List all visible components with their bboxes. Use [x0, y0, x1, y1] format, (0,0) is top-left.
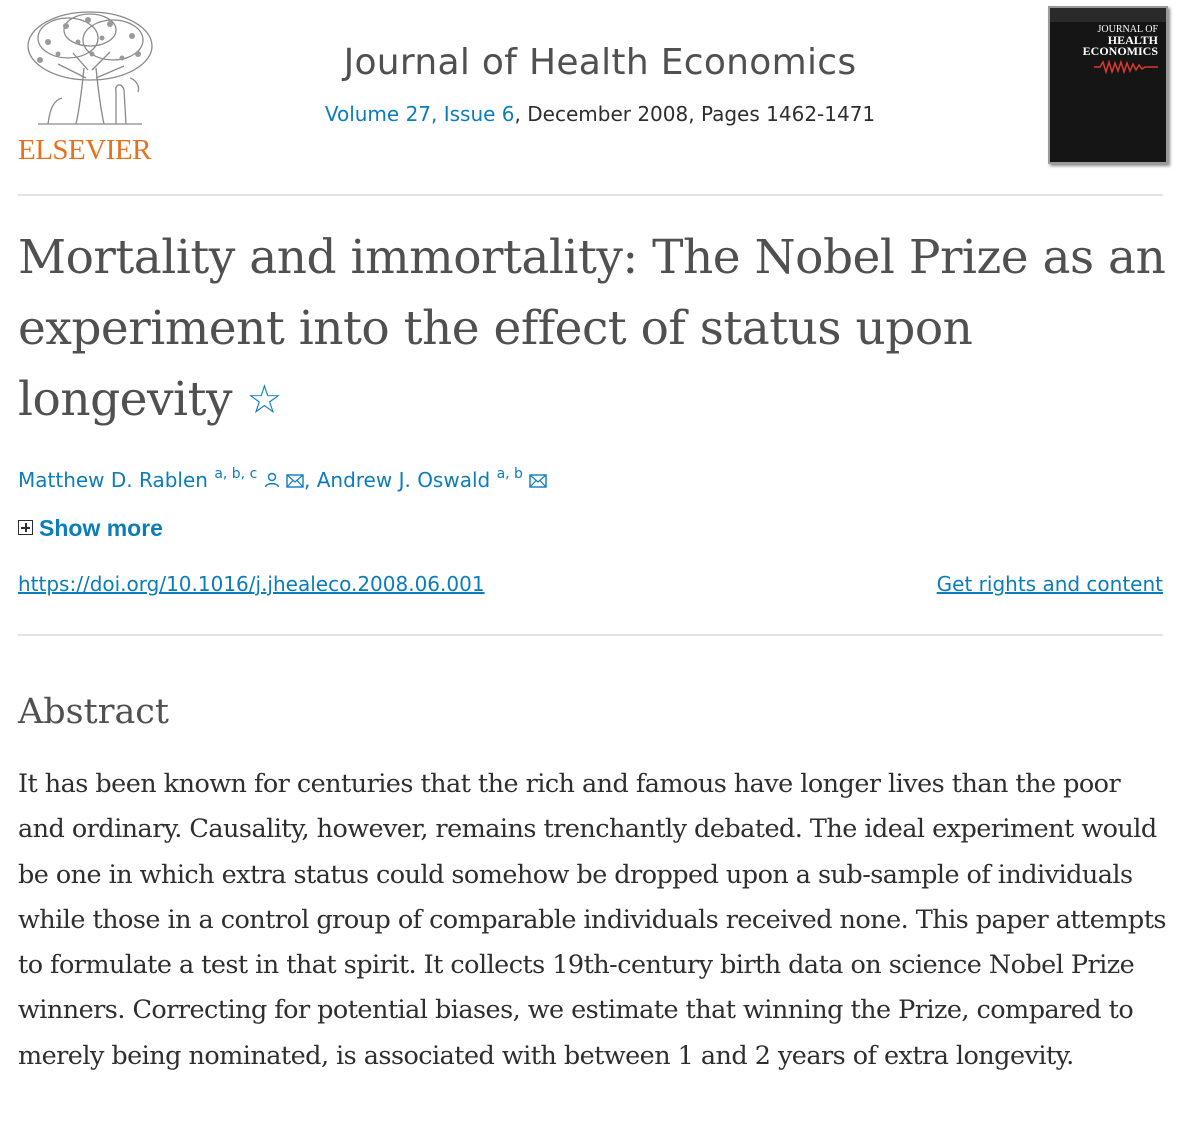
cover-wave-graphic — [1094, 60, 1158, 74]
journal-title[interactable]: Journal of Health Economics — [343, 42, 857, 83]
author-affiliations[interactable]: a, b, c — [214, 466, 258, 482]
star-icon[interactable]: ☆ — [246, 377, 282, 423]
elsevier-logo[interactable] — [18, 8, 158, 166]
show-more-button[interactable] — [18, 515, 163, 542]
publisher-name: ELSEVIER — [18, 134, 151, 166]
abstract-body: It has been known for centuries that the rich and famous have longer lives than the poor and ordinary. Causality, however, remains trenchantly debated. The ideal experiment would be one in which extra status could somehow be dropped upon a sub-sample of individuals while those in a control group of comparable individuals received none. This paper attempts to formulate a test in that spirit. It collects 19th-century birth data on science Nobel Prize winners. Correcting for potential biases, we estimate that winning the Prize, compared to merely being nominated, is associated with between 1 and 2 years of extra longevity. — [18, 769, 1166, 1071]
author-name[interactable]: Andrew J. Oswald — [316, 468, 491, 492]
author-affiliations[interactable]: a, b — [496, 466, 523, 482]
envelope-icon[interactable] — [286, 469, 304, 493]
author-separator: , — [304, 468, 317, 492]
envelope-icon[interactable] — [529, 469, 547, 493]
volume-issue-link[interactable]: Volume 27, Issue 6 — [324, 102, 515, 126]
abstract-heading: Abstract — [18, 692, 169, 732]
issue-info — [0, 102, 1200, 126]
author-name[interactable]: Matthew D. Rablen — [18, 468, 208, 492]
cover-strip — [1050, 8, 1166, 22]
rights-link[interactable]: Get rights and content — [936, 572, 1163, 596]
show-more-label: Show more — [39, 515, 163, 541]
plus-box-icon — [18, 520, 33, 535]
cover-title: JOURNAL OF HEALTH ECONOMICS — [1082, 24, 1158, 58]
person-icon[interactable] — [264, 469, 280, 493]
journal-cover[interactable] — [1048, 6, 1168, 164]
header-divider — [18, 194, 1163, 196]
doi-link[interactable]: https://doi.org/10.1016/j.jhealeco.2008.06.001 — [18, 572, 485, 596]
article-title — [18, 222, 1168, 436]
article-title-text: Mortality and immortality: The Nobel Prize as an experiment into the effect of status upon longevity — [18, 230, 1166, 427]
article-header — [0, 0, 1200, 195]
section-divider — [18, 634, 1163, 636]
issue-details: , December 2008, Pages 1462-1471 — [514, 102, 876, 126]
author-list — [18, 466, 547, 493]
